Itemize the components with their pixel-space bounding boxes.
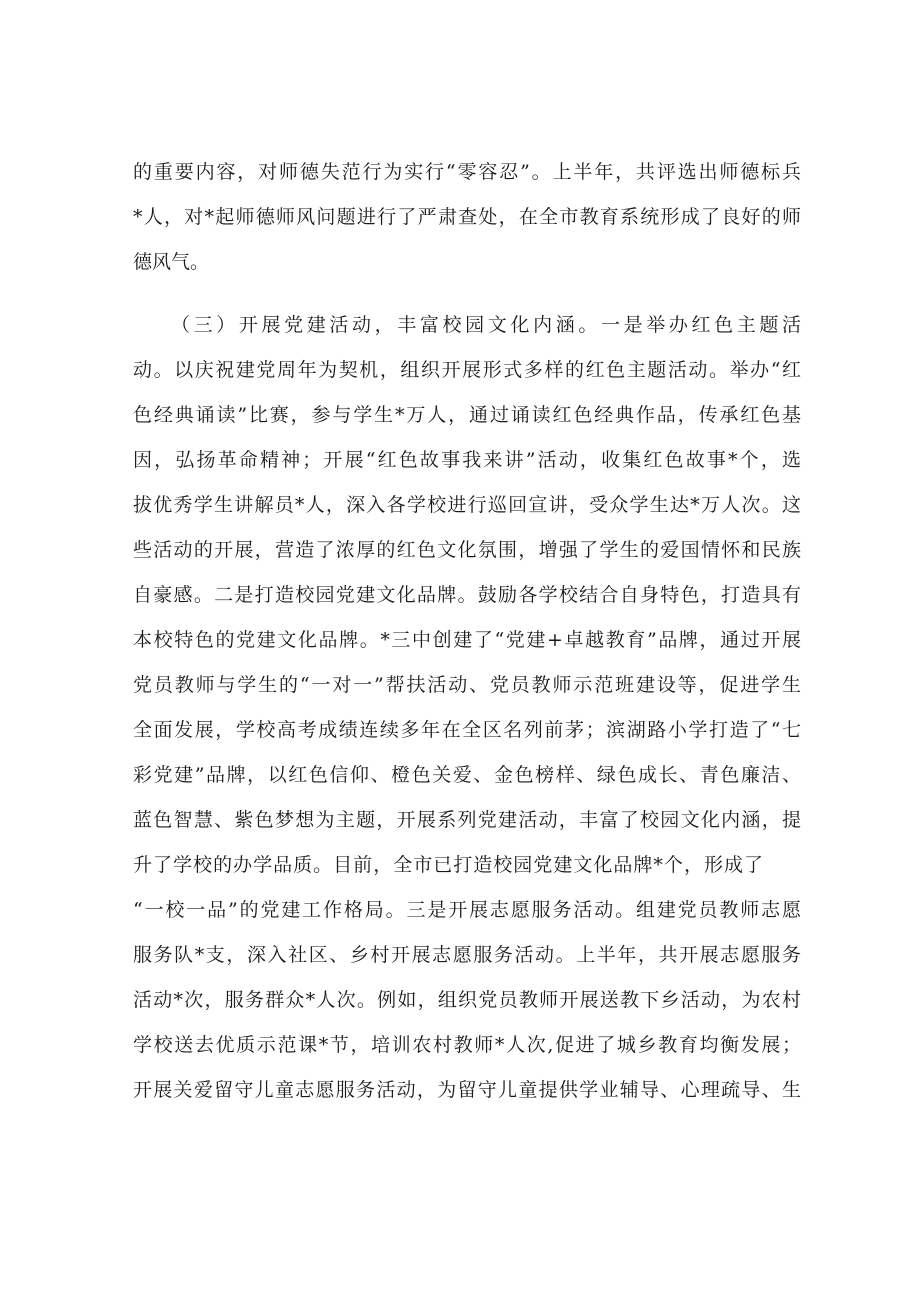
text-line: 因，弘扬革命精神；开展“红色故事我来讲”活动，收集红色故事*个，选 (133, 449, 801, 471)
text-line: 蓝色智慧、紫色梦想为主题，开展系列党建活动，丰富了校园文化内涵，提 (133, 809, 801, 831)
text-line: 服务队*支，深入社区、乡村开展志愿服务活动。上半年，共开展志愿服务 (133, 944, 801, 966)
text-line: 的重要内容，对师德失范行为实行“零容忍”。上半年，共评选出师德标兵 (133, 161, 801, 183)
text-line: *人，对*起师德师风问题进行了严肃查处，在全市教育系统形成了良好的师 (133, 206, 801, 228)
text-line: 德风气。 (133, 251, 210, 273)
text-line: （三）开展党建活动，丰富校园文化内涵。一是举办红色主题活 (171, 314, 801, 336)
text-line: 本校特色的党建文化品牌。*三中创建了“党建+卓越教育”品牌，通过开展 (133, 629, 801, 651)
text-line: 彩党建”品牌，以红色信仰、橙色关爱、金色榜样、绿色成长、青色廉洁、 (133, 764, 801, 786)
text-line: 党员教师与学生的“一对一”帮扶活动、党员教师示范班建设等，促进学生 (133, 674, 801, 696)
text-line: 自豪感。二是打造校园党建文化品牌。鼓励各学校结合自身特色，打造具有 (133, 584, 801, 606)
text-line: “一校一品”的党建工作格局。三是开展志愿服务活动。组建党员教师志愿 (133, 899, 801, 921)
text-line: 升了学校的办学品质。目前，全市已打造校园党建文化品牌*个，形成了 (133, 854, 763, 876)
text-line: 开展关爱留守儿童志愿服务活动，为留守儿童提供学业辅导、心理疏导、生 (133, 1079, 801, 1101)
text-line: 学校送去优质示范课*节，培训农村教师*人次,促进了城乡教育均衡发展； (133, 1034, 801, 1056)
text-line: 色经典诵读”比赛，参与学生*万人，通过诵读红色经典作品，传承红色基 (133, 404, 801, 426)
text-line: 动。以庆祝建党周年为契机，组织开展形式多样的红色主题活动。举办“红 (133, 359, 801, 381)
text-line: 全面发展，学校高考成绩连续多年在全区名列前茅；滨湖路小学打造了“七 (133, 719, 801, 741)
text-line: 活动*次，服务群众*人次。例如，组织党员教师开展送教下乡活动，为农村 (133, 989, 801, 1011)
text-line: 些活动的开展，营造了浓厚的红色文化氛围，增强了学生的爱国情怀和民族 (133, 539, 801, 561)
text-line: 拔优秀学生讲解员*人，深入各学校进行巡回宣讲，受众学生达*万人次。这 (133, 494, 801, 516)
